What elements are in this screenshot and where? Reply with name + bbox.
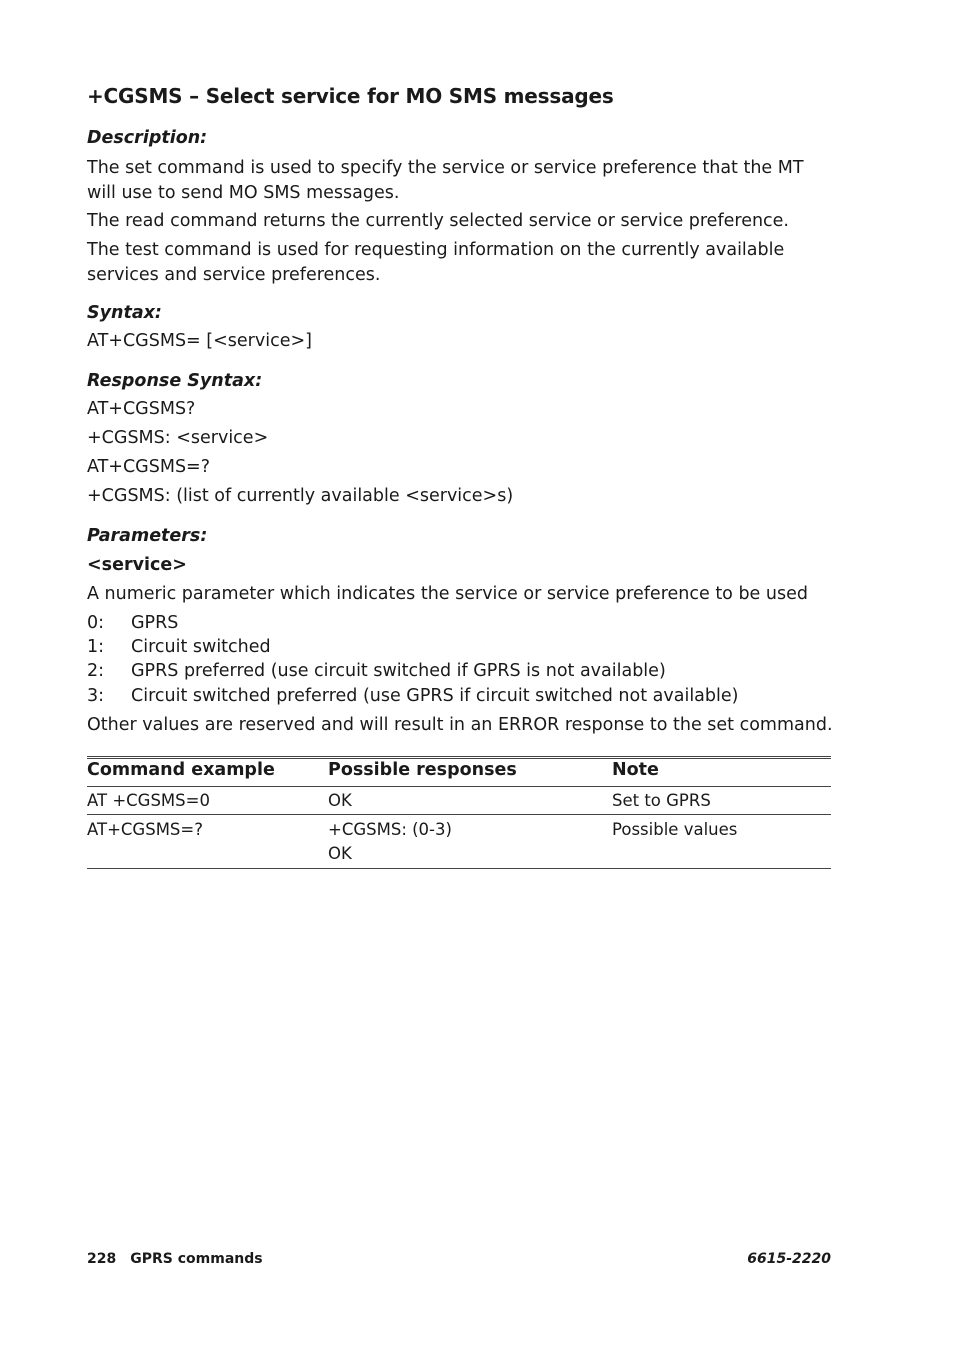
table-cell-note: Set to GPRS [612,791,711,810]
document-number: 6615-2220 [747,1251,831,1267]
table-cell-note: Possible values [612,820,738,839]
table-header-note: Note [612,760,659,780]
table-cell-command: AT +CGSMS=0 [87,791,210,810]
response-syntax-label: Response Syntax: [87,371,263,391]
response-syntax-line-3: AT+CGSMS=? [87,457,211,477]
description-paragraph-2: The read command returns the currently selected service or service preference. [87,211,789,231]
response-syntax-line-1: AT+CGSMS? [87,399,196,419]
table-bottom-rule [87,868,831,869]
table-cell-response: OK [328,791,352,810]
parameter-value-number: 0: [87,613,105,633]
parameter-value-row [87,613,178,633]
parameters-label: Parameters: [87,526,208,546]
footer-section: GPRS commands [130,1251,263,1267]
description-paragraph-3: The test command is used for requesting information on the currently available services and service preferences. [87,240,785,285]
table-cell-command: AT+CGSMS=? [87,820,203,839]
table-header-responses: Possible responses [328,760,517,780]
syntax-line: AT+CGSMS= [<service>] [87,331,312,351]
parameter-value-number: 3: [87,686,105,706]
table-top-rule-inner [87,758,831,759]
parameter-value-row [87,661,666,681]
table-row-rule [87,814,831,815]
description-label: Description: [87,128,208,148]
parameter-note: Other values are reserved and will result in an ERROR response to the set command. [87,715,833,735]
page-number: 228 [87,1251,117,1267]
parameter-value-text: Circuit switched [131,637,271,657]
parameter-intro: A numeric parameter which indicates the service or service preference to be used [87,584,808,604]
parameter-name: <service> [87,555,187,575]
parameter-value-number: 1: [87,637,105,657]
page-title: +CGSMS – Select service for MO SMS messages [87,84,614,108]
description-paragraph-1: The set command is used to specify the service or service preference that the MT will use to send MO SMS messages. [87,158,804,203]
parameter-value-text: Circuit switched preferred (use GPRS if circuit switched not available) [131,686,739,706]
syntax-label: Syntax: [87,303,162,323]
parameter-value-row [87,637,271,657]
parameter-value-text: GPRS preferred (use circuit switched if GPRS is not available) [131,661,666,681]
table-cell-response: OK [328,844,352,863]
table-cell-response: +CGSMS: (0-3) [328,820,452,839]
parameter-value-text: GPRS [131,613,179,633]
page-footer-left [87,1251,263,1267]
table-header-command: Command example [87,760,275,780]
response-syntax-line-2: +CGSMS: <service> [87,428,269,448]
table-top-rule [87,756,831,757]
parameter-value-number: 2: [87,661,105,681]
response-syntax-line-4: +CGSMS: (list of currently available <service>s) [87,486,514,506]
table-header-rule [87,786,831,787]
parameter-value-row [87,686,738,706]
